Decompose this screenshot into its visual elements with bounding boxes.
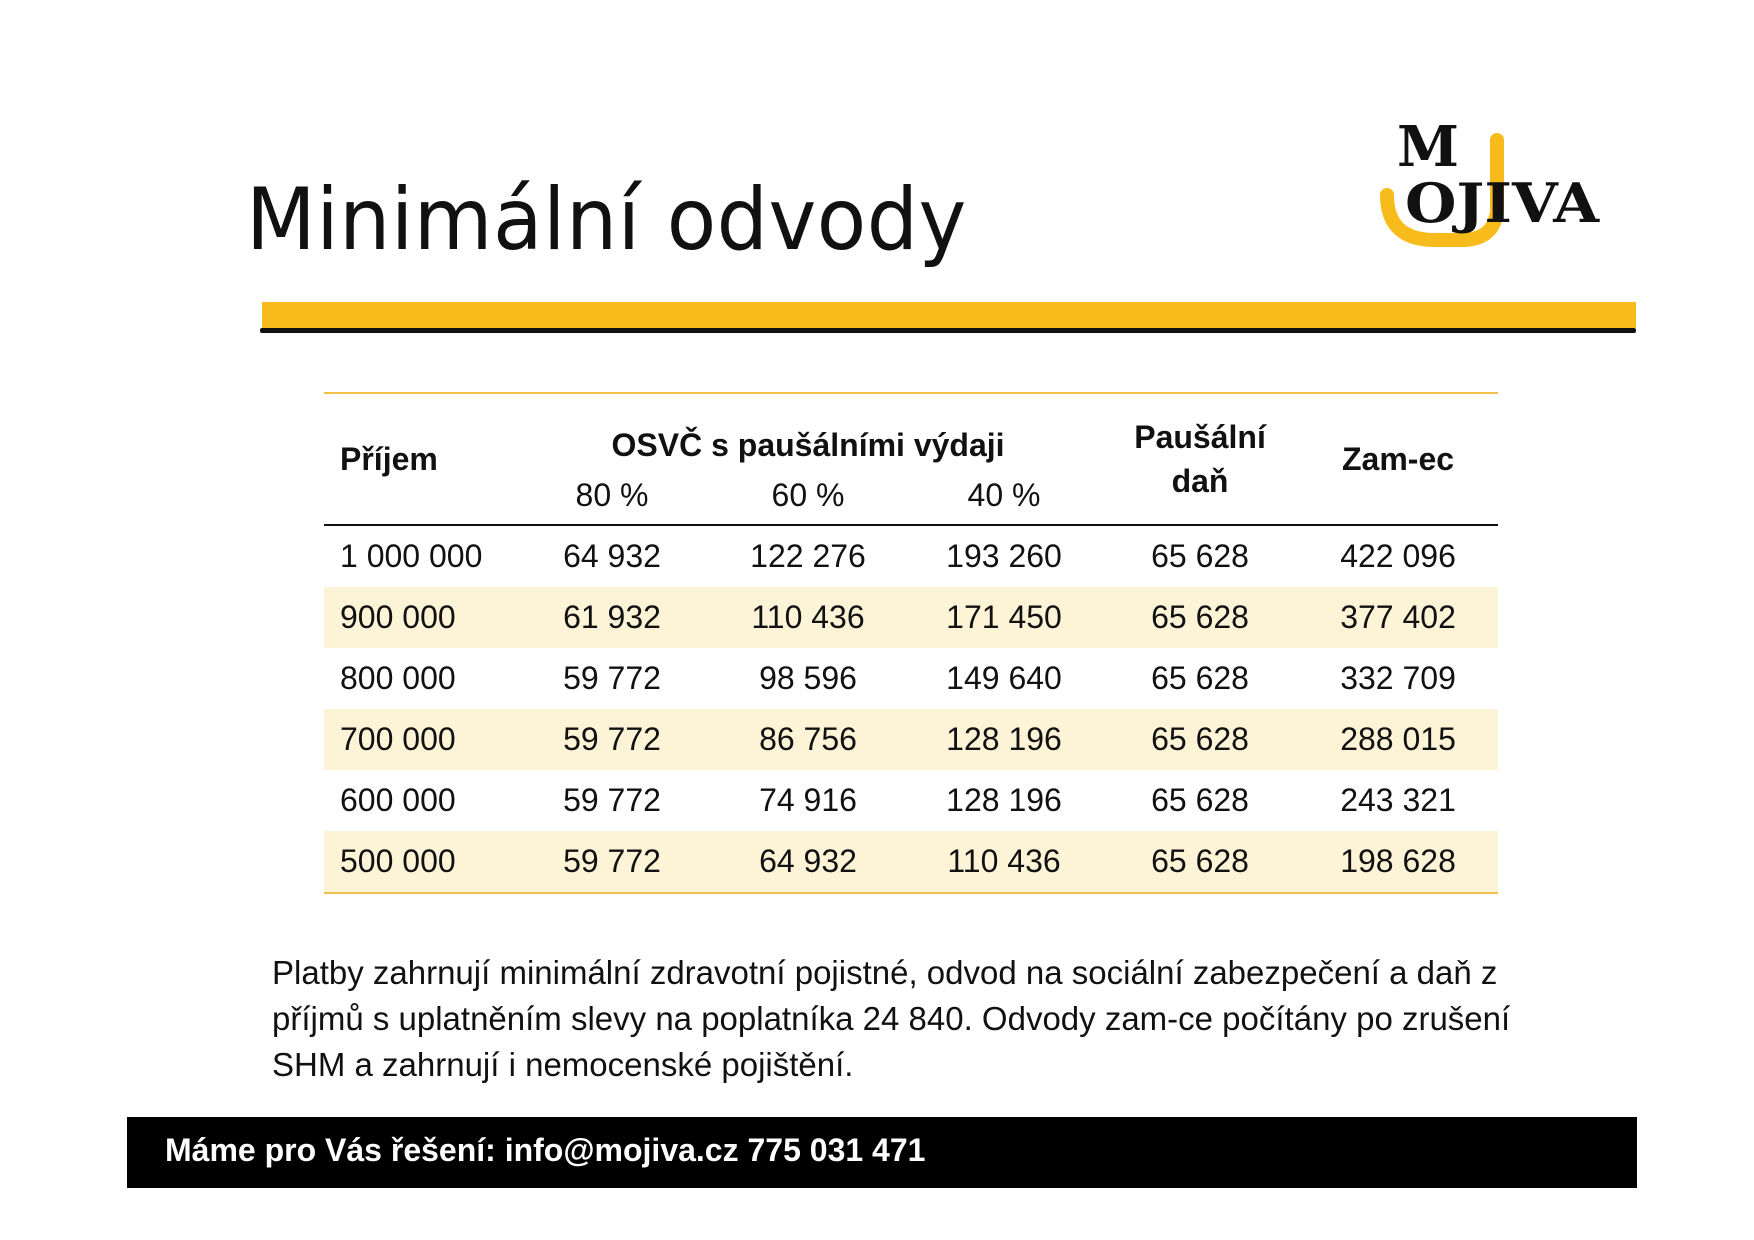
cell-80: 59 772 xyxy=(514,709,710,770)
contributions-table xyxy=(324,392,1498,894)
header-flat-tax xyxy=(1102,393,1298,525)
cell-60: 110 436 xyxy=(710,587,906,648)
header-rule-black xyxy=(260,328,1636,333)
cell-income: 600 000 xyxy=(340,782,456,818)
cell-employee: 243 321 xyxy=(1340,782,1456,818)
header-employee: Zam-ec xyxy=(1342,440,1455,477)
cell-80: 64 932 xyxy=(563,538,661,574)
cell-40: 171 450 xyxy=(906,587,1102,648)
cell-40: 128 196 xyxy=(906,709,1102,770)
cell-60: 64 932 xyxy=(710,831,906,893)
cell-40: 149 640 xyxy=(946,660,1062,696)
cell-flat-tax: 65 628 xyxy=(1151,782,1249,818)
cell-40: 193 260 xyxy=(946,538,1062,574)
cell-employee: 377 402 xyxy=(1298,587,1498,648)
cell-income: 1 000 000 xyxy=(340,538,483,574)
table-row xyxy=(324,648,1498,709)
table-row xyxy=(324,770,1498,831)
cell-flat-tax: 65 628 xyxy=(1102,709,1298,770)
header-osvc-group: OSVČ s paušálními výdaji xyxy=(611,427,1005,463)
table-row xyxy=(324,709,1498,770)
page-title: Minimální odvody xyxy=(246,170,967,270)
header-80: 80 % xyxy=(575,476,649,513)
cell-flat-tax: 65 628 xyxy=(1102,587,1298,648)
table-row xyxy=(324,587,1498,648)
cell-60: 98 596 xyxy=(759,660,857,696)
table-row xyxy=(324,831,1498,893)
cell-80: 59 772 xyxy=(563,782,661,818)
mojiva-logo xyxy=(1375,100,1605,250)
svg-text:M: M xyxy=(1397,114,1459,180)
footnote-text: Platby zahrnují minimální zdravotní pojistné, odvod na sociální zabezpečení a daň z příjmů s uplatněním slevy na poplatníka 24 840. Odvody zam-ce počítány po zrušení SHM a zahrnují i nemocenské pojištění. xyxy=(272,954,1511,1083)
cell-80: 59 772 xyxy=(563,660,661,696)
cell-60: 74 916 xyxy=(759,782,857,818)
cell-employee: 332 709 xyxy=(1340,660,1456,696)
cell-flat-tax: 65 628 xyxy=(1151,660,1249,696)
cell-employee: 198 628 xyxy=(1298,831,1498,893)
footer-contact-text: Máme pro Vás řešení: info@mojiva.cz 775 031 471 xyxy=(165,1132,926,1168)
table-row xyxy=(324,525,1498,587)
cell-60: 86 756 xyxy=(710,709,906,770)
cell-flat-tax: 65 628 xyxy=(1151,538,1249,574)
cell-40: 128 196 xyxy=(946,782,1062,818)
cell-employee: 288 015 xyxy=(1298,709,1498,770)
cell-employee: 422 096 xyxy=(1340,538,1456,574)
header-flat-tax-label: Paušální daň xyxy=(1134,419,1266,499)
header-income: Příjem xyxy=(340,440,438,477)
cell-flat-tax: 65 628 xyxy=(1102,831,1298,893)
header-60: 60 % xyxy=(771,476,845,513)
cell-income: 500 000 xyxy=(324,831,514,893)
cell-80: 59 772 xyxy=(514,831,710,893)
svg-text:OJIVA: OJIVA xyxy=(1405,171,1601,235)
contact-footer xyxy=(127,1117,1637,1188)
cell-income: 900 000 xyxy=(324,587,514,648)
cell-60: 122 276 xyxy=(750,538,866,574)
header-40: 40 % xyxy=(967,476,1041,513)
cell-income: 800 000 xyxy=(340,660,456,696)
cell-40: 110 436 xyxy=(906,831,1102,893)
cell-80: 61 932 xyxy=(514,587,710,648)
cell-income: 700 000 xyxy=(324,709,514,770)
header-rule-yellow xyxy=(262,302,1636,328)
